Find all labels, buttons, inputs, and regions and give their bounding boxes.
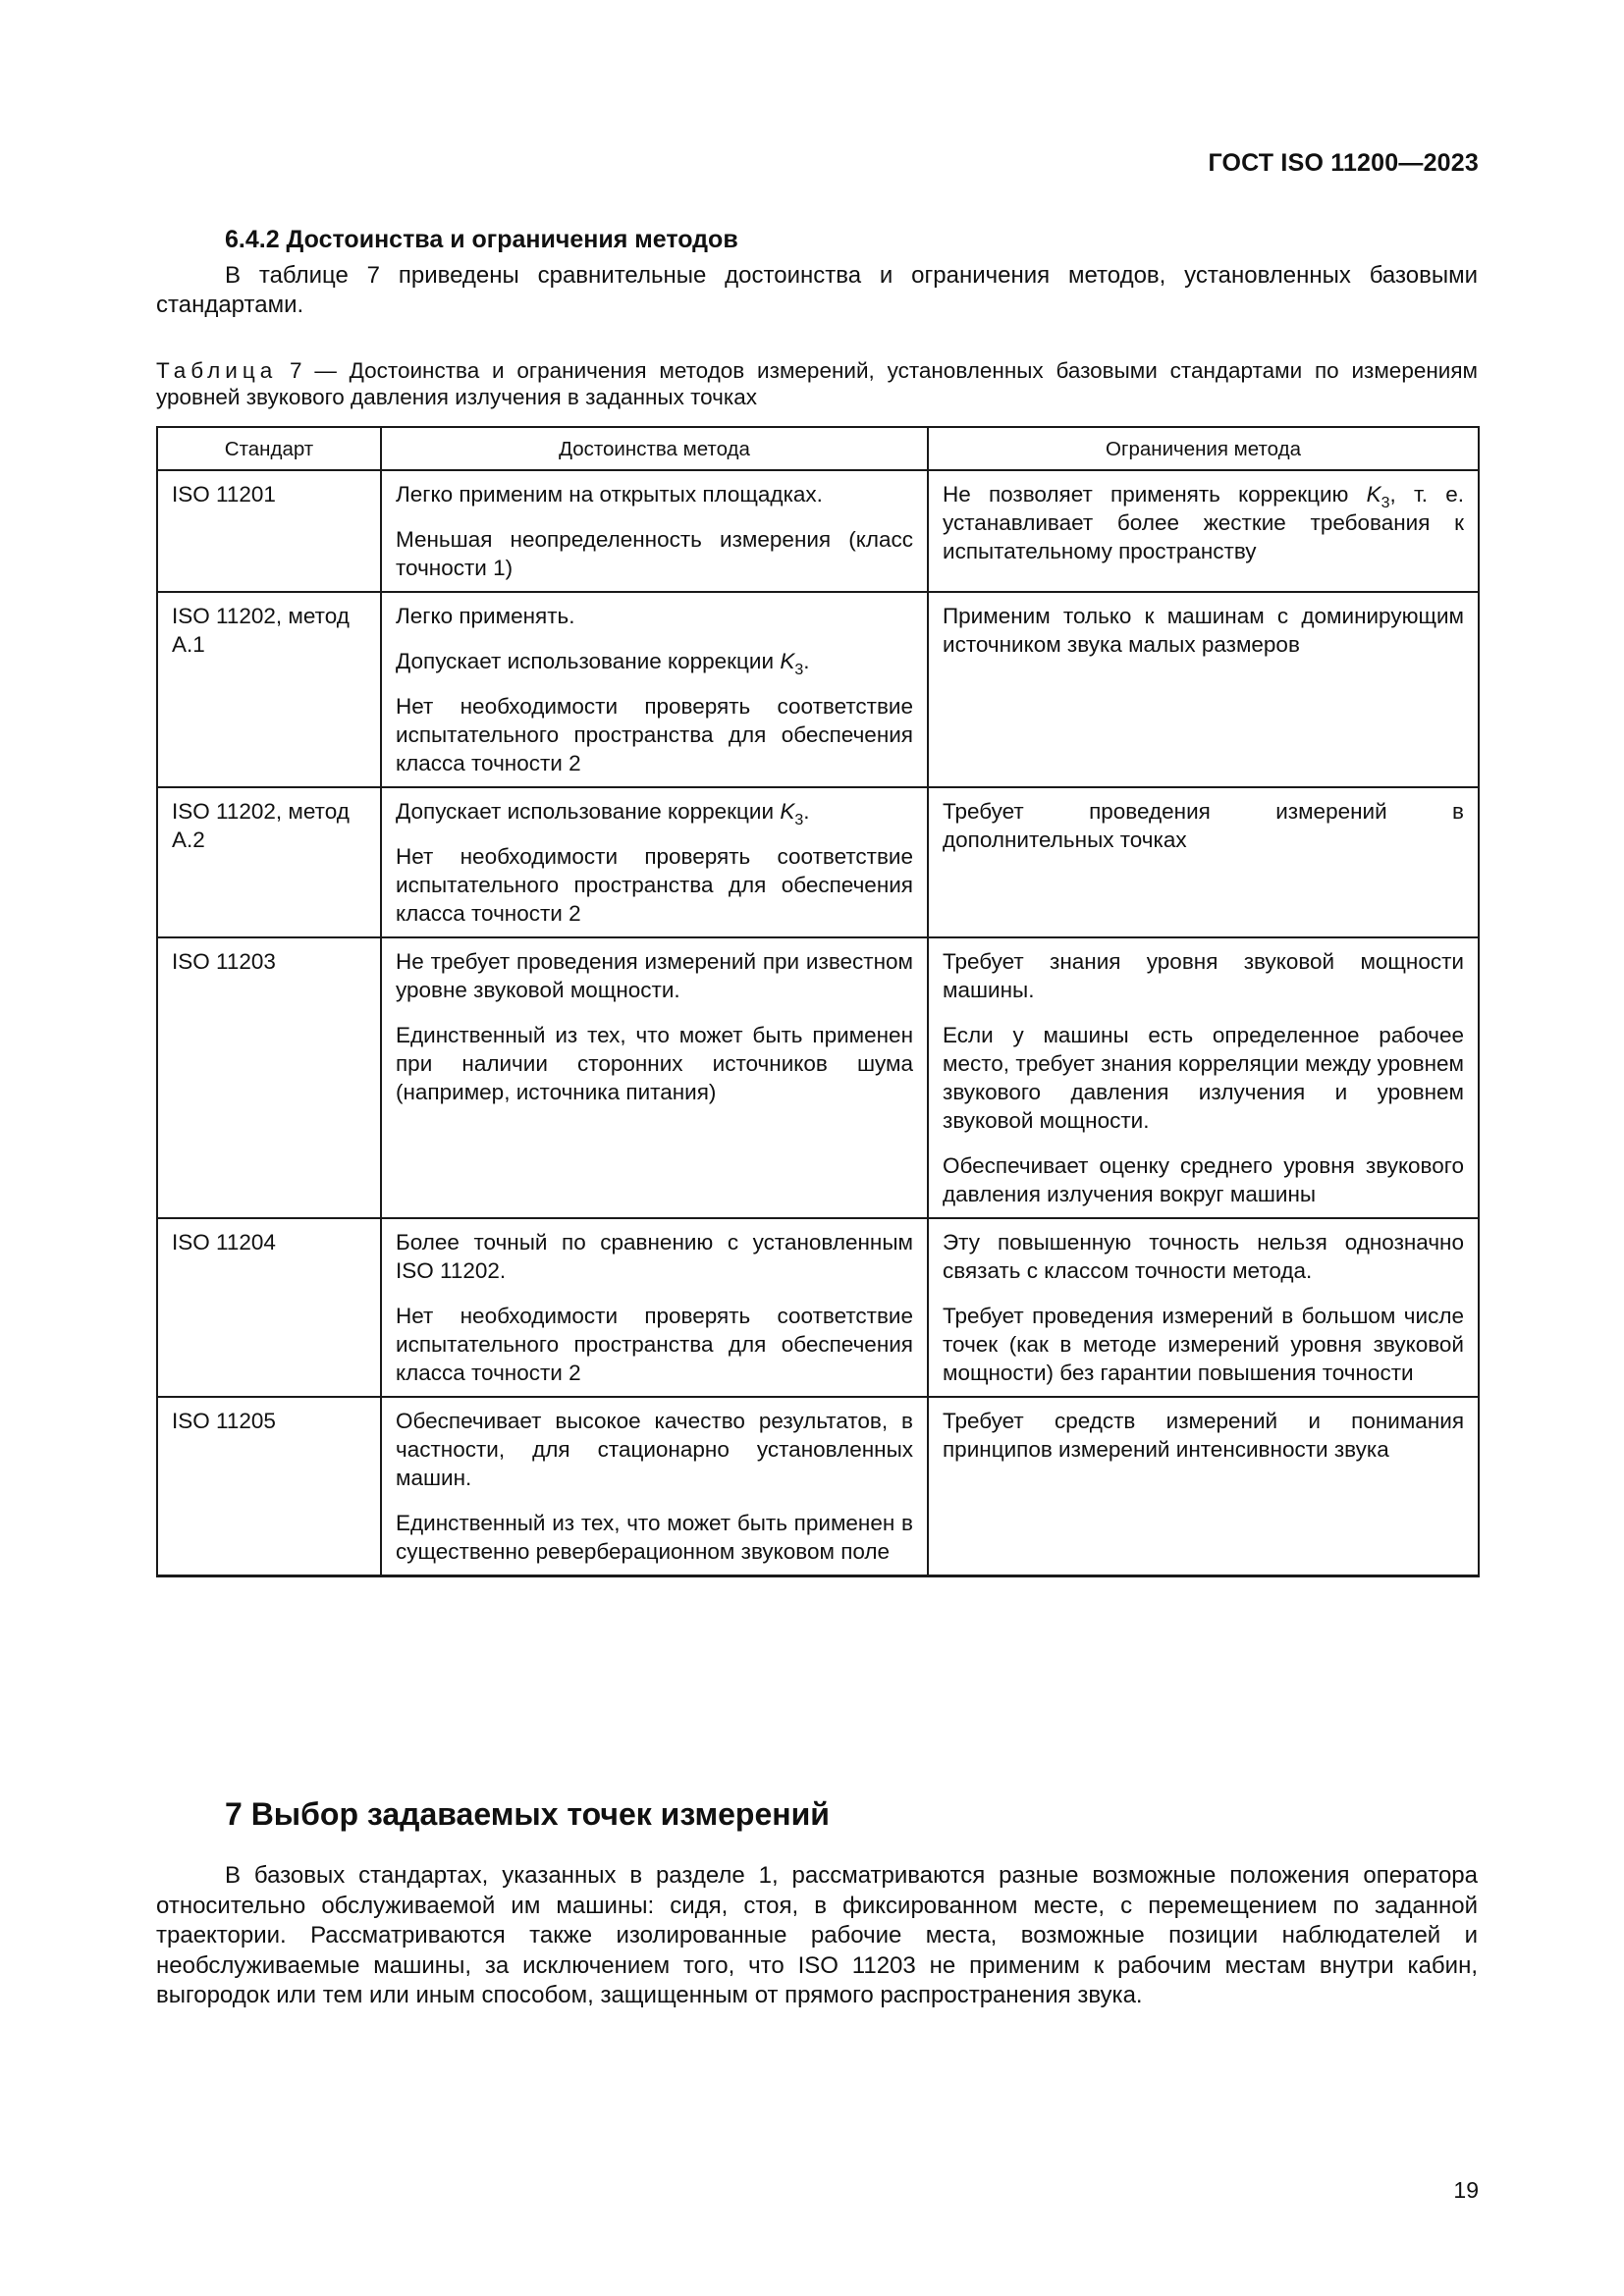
advantage-text: Допускает использование коррекции $K_3$.	[396, 649, 810, 678]
limitation-text: Не позволяет применять коррекцию $K_3$, т. е. устанавливает более жесткие требования к испытательному пространству	[943, 482, 1464, 563]
cell-limitations	[928, 1218, 1479, 1397]
limitation-text: Требует знания уровня звуковой мощности машины.	[943, 949, 1464, 1002]
advantage-text: Допускает использование коррекции $K_3$.	[396, 799, 810, 828]
table-row	[157, 592, 1479, 787]
cell-advantages	[381, 787, 928, 937]
table-caption-label: Таблица	[156, 358, 278, 383]
cell-advantages	[381, 470, 928, 592]
cell-limitations	[928, 470, 1479, 592]
advantage-text: Легко применять.	[396, 604, 575, 628]
cell-advantages	[381, 1397, 928, 1576]
advantage-text: Более точный по сравнению с установленным ISO 11202.	[396, 1230, 913, 1283]
cell-standard: ISO 11205	[157, 1397, 381, 1576]
limitation-text: Требует средств измерений и понимания принципов измерений интенсивности звука	[943, 1409, 1464, 1462]
advantage-text: Нет необходимости проверять соответствие испытательного пространства для обеспечения класса точности 2	[396, 844, 913, 926]
cell-limitations	[928, 937, 1479, 1218]
table-row	[157, 937, 1479, 1218]
cell-standard: ISO 11203	[157, 937, 381, 1218]
advantage-text: Нет необходимости проверять соответствие испытательного пространства для обеспечения класса точности 2	[396, 694, 913, 775]
header-limitations: Ограничения метода	[928, 427, 1479, 470]
limitation-text: Применим только к машинам с доминирующим источником звука малых размеров	[943, 604, 1464, 657]
cell-standard: ISO 11202, метод А.2	[157, 787, 381, 937]
cell-advantages	[381, 937, 928, 1218]
cell-advantages	[381, 1218, 928, 1397]
table-row	[157, 470, 1479, 592]
section-heading-7: 7 Выбор задаваемых точек измерений	[225, 1796, 830, 1832]
header-standard: Стандарт	[157, 427, 381, 470]
advantage-text: Обеспечивает высокое качество результатов, в частности, для стационарно установленных машин.	[396, 1409, 913, 1490]
section-heading-6-4-2: 6.4.2 Достоинства и ограничения методов	[225, 226, 738, 253]
advantage-text: Не требует проведения измерений при известном уровне звуковой мощности.	[396, 949, 913, 1002]
limitation-text: Эту повышенную точность нельзя однозначно связать с классом точности метода.	[943, 1230, 1464, 1283]
advantage-text: Единственный из тех, что может быть применен при наличии сторонних источников шума (например, источника питания)	[396, 1023, 913, 1104]
cell-limitations	[928, 1397, 1479, 1576]
advantage-text: Легко применим на открытых площадках.	[396, 482, 823, 507]
cell-standard: ISO 11201	[157, 470, 381, 592]
limitation-text: Требует проведения измерений в большом числе точек (как в методе измерений уровня звуковой мощности) без гарантии повышения точности	[943, 1304, 1464, 1385]
methods-comparison-table	[156, 426, 1480, 1577]
cell-advantages	[381, 592, 928, 787]
table-caption	[156, 357, 1478, 410]
table-row	[157, 1218, 1479, 1397]
table-header-row	[157, 427, 1479, 470]
limitation-text: Обеспечивает оценку среднего уровня звукового давления излучения вокруг машины	[943, 1153, 1464, 1206]
section-7-paragraph: В базовых стандартах, указанных в разделе 1, рассматриваются разные возможные положения оператора относительно обслуживаемой им машины: сидя, стоя, в фиксированном месте, с перемещением по заданной траектории. Рассматриваются также изолированные рабочие места, возможные позиции наблюдателей и необслуживаемые машины, за исключением того, что ISO 11203 не применим к рабочим местам внутри кабин, выгородок или тем или иным способом, защищенным от прямого распространения звука.	[156, 1862, 1478, 2008]
limitation-text: Требует проведения измерений в дополнительных точках	[943, 799, 1464, 852]
document-id-header: ГОСТ ISO 11200—2023	[1208, 149, 1479, 177]
advantage-text: Меньшая неопределенность измерения (класс точности 1)	[396, 527, 913, 580]
cell-limitations	[928, 592, 1479, 787]
table-row	[157, 787, 1479, 937]
intro-paragraph: В таблице 7 приведены сравнительные достоинства и ограничения методов, установленных базовыми стандартами.	[156, 262, 1478, 318]
advantage-text: Нет необходимости проверять соответствие испытательного пространства для обеспечения класса точности 2	[396, 1304, 913, 1385]
limitation-text: Если у машины есть определенное рабочее место, требует знания корреляции между уровнем звукового давления излучения и уровнем звуковой мощности.	[943, 1023, 1464, 1133]
cell-limitations	[928, 787, 1479, 937]
header-advantages: Достоинства метода	[381, 427, 928, 470]
table-row	[157, 1397, 1479, 1576]
cell-standard: ISO 11202, метод А.1	[157, 592, 381, 787]
table-caption-text: 7 — Достоинства и ограничения методов измерений, установленных базовыми стандартами по измерениям уровней звукового давления излучения в заданных точках	[156, 358, 1478, 409]
cell-standard: ISO 11204	[157, 1218, 381, 1397]
advantage-text: Единственный из тех, что может быть применен в существенно реверберационном звуковом поле	[396, 1511, 913, 1564]
page-number: 19	[1453, 2177, 1479, 2203]
